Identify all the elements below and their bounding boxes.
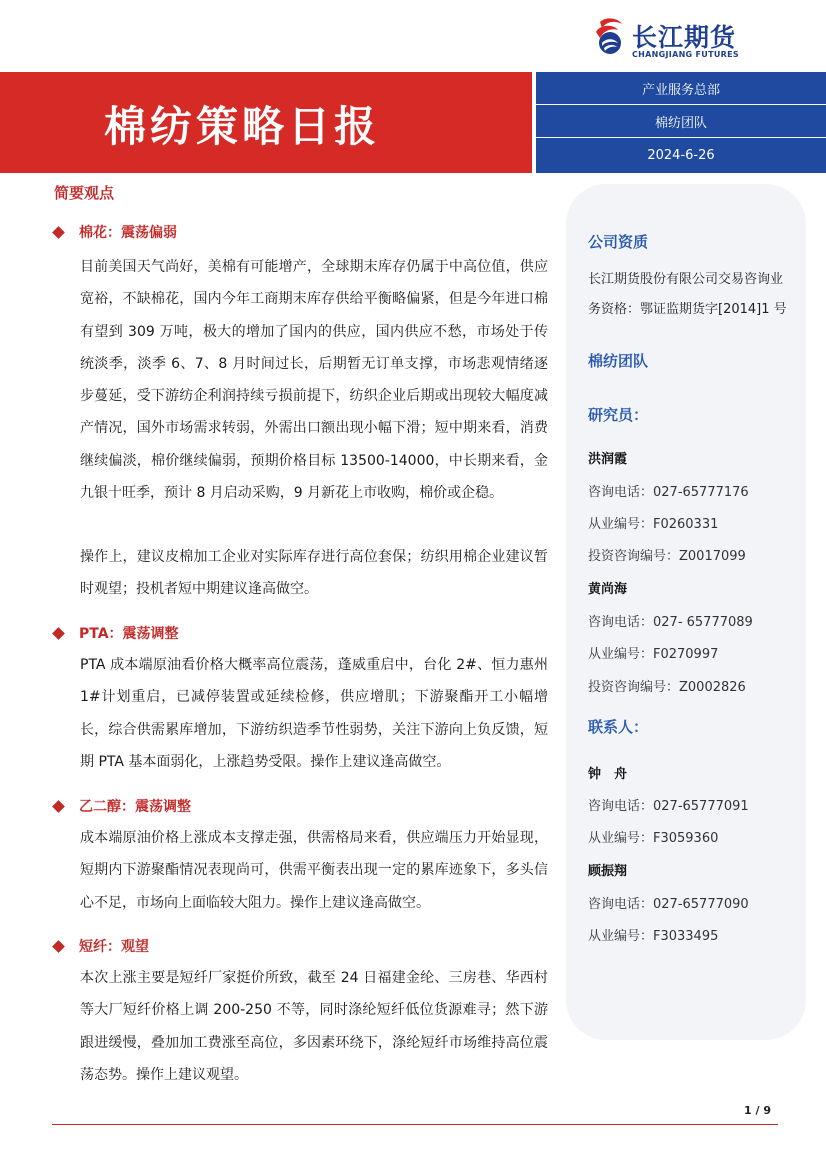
contact-name: 钟 舟 — [588, 767, 628, 782]
diamond-bullet-icon — [52, 226, 65, 239]
logo-brand-cn: 长江期货 — [632, 23, 737, 52]
contact-phone: 咨询电话：027-65777091 — [588, 799, 749, 814]
diamond-bullet-icon — [52, 940, 65, 953]
header-info-box — [536, 72, 826, 173]
summary-heading: 简要观点 — [54, 184, 115, 202]
topic-title: 乙二醇：震荡调整 — [79, 799, 191, 815]
contacts-heading: 联系人： — [588, 718, 649, 736]
logo-emblem-icon — [592, 16, 628, 56]
topic-title: PTA：震荡调整 — [79, 626, 179, 642]
researcher-practice-number: 从业编号：F0270997 — [588, 647, 719, 662]
header-department: 产业服务总部 — [536, 72, 826, 105]
topic-pta — [52, 623, 179, 643]
researcher-advisory-number: 投资咨询编号：Z0017099 — [588, 549, 746, 564]
team-heading: 棉纺团队 — [588, 352, 649, 370]
qualification-heading: 公司资质 — [588, 233, 649, 251]
contact-phone: 咨询电话：027-65777090 — [588, 897, 749, 912]
qualification-line-1: 长江期货股份有限公司交易咨询业 — [588, 272, 784, 287]
qualification-line-2: 务资格：鄂证监期货字[2014]1 号 — [588, 302, 787, 317]
page-number: 1 / 9 — [744, 1104, 771, 1117]
report-title: 棉纺策略日报 — [104, 102, 381, 151]
paragraph: 成本端原油价格上涨成本支撑走强，供需格局来看，供应端压力开始显现，短期内下游聚酯情况表现尚可，供需平衡表出现一定的累库迹象下，多头信心不足，市场向上面临较大阻力。操作上建议逢高做空。 — [80, 830, 548, 911]
researcher-name: 洪润霞 — [588, 452, 628, 467]
topic-title: 短纤：观望 — [79, 939, 149, 955]
logo-brand-en: CHANGJIANG FUTURES — [632, 50, 739, 59]
researcher-advisory-number: 投资咨询编号：Z0002826 — [588, 680, 746, 695]
header-team: 棉纺团队 — [536, 105, 826, 138]
paragraph: PTA 成本端原油看价格大概率高位震荡，蓬威重启中，台化 2#、恒力惠州 1#计划重启，已减停装置或延续检修，供应增肌；下游聚酯开工小幅增长，综合供需累库增加，下游纺织造季节性弱势，关注下游向上负反馈，短期 PTA 基本面弱化，上涨趋势受限。操作上建议逢高做空。 — [80, 657, 548, 770]
paragraph: 操作上，建议皮棉加工企业对实际库存进行高位套保；纺织用棉企业建议暂时观望；投机者短中期建议逢高做空。 — [80, 549, 548, 598]
header-date: 2024-6-26 — [647, 148, 715, 163]
diamond-bullet-icon — [52, 627, 65, 640]
paragraph: 目前美国天气尚好，美棉有可能增产，全球期末库存仍属于中高位值，供应宽裕，不缺棉花，国内今年工商期末库存供给平衡略偏紧，但是今年进口棉有望到 309 万吨，极大的增加了国内的供应，国内供应不愁，市场处于传统淡季，淡季 6、7、8 月时间过长，后期暂无订单支撑，市场悲观情绪逐步蔓延，受下游纺企利润持续亏损前提下，纺织企业后期或出现较大幅度减产情况，国外市场需求转弱，外需出口额出现小幅下滑；短中期来看，消费继续偏淡，棉价继续偏弱，预期价格目标 13500-14000，中长期来看，金九银十旺季，预计 8 月启动采购，9 月新花上市收购，棉价或企稳。 — [80, 259, 548, 502]
topic-title: 棉花：震荡偏弱 — [79, 225, 177, 241]
contact-name: 顾振翔 — [588, 864, 628, 879]
researcher-practice-number: 从业编号：F0260331 — [588, 517, 719, 532]
topic-staple-fiber — [52, 936, 149, 956]
contact-practice-number: 从业编号：F3059360 — [588, 831, 719, 846]
topic-cotton — [52, 222, 177, 242]
researcher-phone: 咨询电话：027-65777176 — [588, 485, 749, 500]
researcher-name: 黄尚海 — [588, 582, 628, 597]
contact-practice-number: 从业编号：F3033495 — [588, 929, 719, 944]
paragraph: 本次上涨主要是短纤厂家挺价所致，截至 24 日福建金纶、三房巷、华西村等大厂短纤价格上调 200-250 不等，同时涤纶短纤低位货源难寻；然下游跟进缓慢，叠加加工费涨至高位，多因素环绕下，涤纶短纤市场维持高位震荡态势。操作上建议观望。 — [80, 970, 548, 1083]
diamond-bullet-icon — [52, 800, 65, 813]
company-logo — [592, 14, 772, 62]
researchers-heading: 研究员： — [588, 406, 649, 424]
researcher-phone: 咨询电话：027- 65777089 — [588, 615, 753, 630]
footer-divider — [52, 1124, 778, 1125]
topic-meg — [52, 796, 191, 816]
